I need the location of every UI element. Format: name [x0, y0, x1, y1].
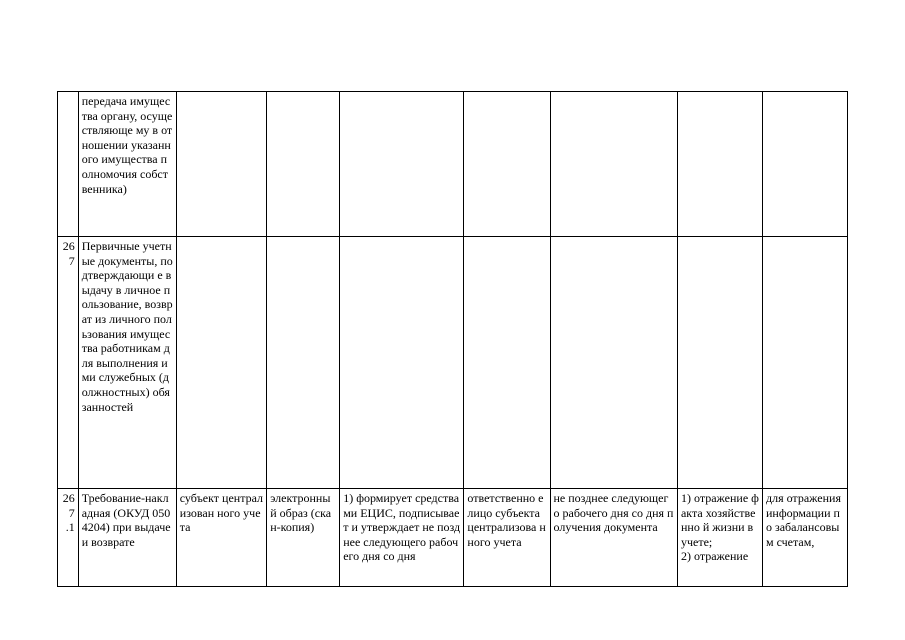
responsible-cell: [464, 237, 550, 489]
table-row: [58, 92, 848, 237]
subject-cell: [176, 237, 266, 489]
purpose-cell: [677, 92, 762, 237]
note-cell: [762, 92, 847, 237]
deadline-cell: [550, 92, 677, 237]
table-row: [58, 489, 848, 587]
procedure-cell: 1) формирует средствами ЕЦИС, подписывает и утверждает не позднее следующего рабочего дня со дня: [340, 489, 464, 587]
form-cell: электронны й образ (скан-копия): [267, 489, 340, 587]
table-row: [58, 237, 848, 489]
subject-cell: субъект централизован ного учета: [176, 489, 266, 587]
procedure-cell: [340, 237, 464, 489]
subject-cell: [176, 92, 266, 237]
procedure-cell: [340, 92, 464, 237]
document-name-cell: Требование-накладная (ОКУД 0504204) при выдаче и возврате: [78, 489, 176, 587]
note-cell: [762, 237, 847, 489]
document-name-cell: передача имущества органу, осуществляюще му в отношении указанного имущества полномочия собственника): [78, 92, 176, 237]
note-cell: для отражения информации по забалансовым счетам,: [762, 489, 847, 587]
deadline-cell: [550, 237, 677, 489]
purpose-cell: [677, 237, 762, 489]
form-cell: [267, 237, 340, 489]
purpose-cell: 1) отражение факта хозяйственно й жизни в учете; 2) отражение: [677, 489, 762, 587]
document-name-cell: Первичные учетные документы, подтверждающи е выдачу в личное пользование, возврат из личного пользования имущества работникам для выполнения ими служебных (должностных) обязанностей: [78, 237, 176, 489]
row-number-cell: 267: [58, 237, 79, 489]
responsible-cell: ответственно е лицо субъекта централизова нного учета: [464, 489, 550, 587]
form-cell: [267, 92, 340, 237]
responsible-cell: [464, 92, 550, 237]
deadline-cell: не позднее следующего рабочего дня со дня получения документа: [550, 489, 677, 587]
row-number-cell: 267 .1: [58, 489, 79, 587]
document-table: [57, 91, 848, 587]
row-number-cell: [58, 92, 79, 237]
